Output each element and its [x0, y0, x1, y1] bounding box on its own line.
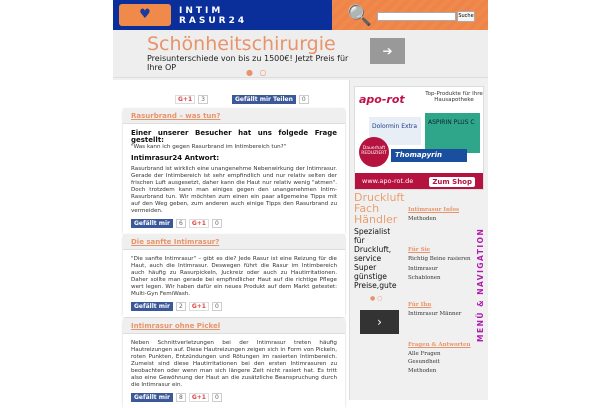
header-brand: [113, 0, 332, 30]
gplus-button[interactable]: G+1: [189, 219, 209, 228]
fb-like-button[interactable]: Gefällt mir: [131, 302, 173, 311]
ad-headline[interactable]: Druckluft Fach Händler: [354, 191, 405, 226]
question-heading: Einer unserer Besucher hat uns folgede Frage gestellt:: [131, 129, 337, 144]
nav-heading[interactable]: Intimrasur Infos: [408, 207, 460, 213]
ad-brand: apo-rot: [359, 93, 405, 106]
top-share: [175, 95, 309, 104]
fb-count: 6: [176, 219, 186, 228]
nav-group: [408, 246, 471, 282]
magnifier-icon: 🔍: [347, 3, 372, 27]
share-bar: [131, 393, 337, 402]
header: [113, 0, 488, 30]
gplus-count: 0: [212, 393, 222, 402]
gplus-button[interactable]: G+1: [175, 95, 195, 104]
nav-heading[interactable]: Für Ihn: [408, 302, 432, 308]
ad-url: www.apo-rot.de: [355, 173, 483, 189]
page: [113, 0, 488, 400]
fb-count: 8: [176, 393, 186, 402]
nav-item[interactable]: Gesundheit: [408, 359, 440, 365]
gplus-button[interactable]: G+1: [189, 302, 209, 311]
gplus-count: 0: [212, 302, 222, 311]
search-input[interactable]: [377, 12, 456, 21]
nav-heading[interactable]: Fragen & Antworten: [408, 342, 471, 348]
article-body: Neben Schnittverletzungen bei der Intimrasur treten häufig Hautreizungen auf. Diese Hautreizungen zeigen sich in Form von Pickeln, roten Punkten, Entzündungen und Rötungen im rasierten Intimbereich. Zumeist sind diese Hautirritationen bei den ersten Intimrasuren zu beobachten oder wenn man sich längere Zeit nicht rasiert hat. Es tritt also eine Gewöhnung der Haut an die zusätzliche Beanspruchung durch die Intimrasur ein.: [131, 340, 337, 388]
nav-item[interactable]: Methoden: [408, 367, 437, 374]
zum-shop-button[interactable]: Zum Shop: [429, 177, 475, 187]
fb-like-button[interactable]: Gefällt mir: [131, 393, 173, 402]
search-area: [332, 0, 488, 30]
article-sanfte-intimrasur: [123, 234, 345, 317]
ad-text: Preisunterschiede von bis zu 1500€! Jetzt Preis für Ihre OP: [147, 54, 349, 72]
reduced-badge: Dauerhaft REDUZIERT: [359, 137, 389, 167]
site-title[interactable]: [179, 6, 247, 26]
ad-dots[interactable]: ● ○: [370, 295, 383, 302]
fb-like-share-button[interactable]: Gefällt mir Teilen: [232, 95, 296, 104]
article-body: "Die sanfte Intimrasur" – gibt es die? Jede Rasur ist eine Reizung für die Haut, auch die Intimrasur. Deswegen führt die Rasur im Intimbereich auch häufig zu Rasurpickeln, Juckreiz oder auch zu Hautirritationen. Daher sollte man gerade bei empfindlicher Haut auf die richtige Pflege wert legen. Wir haben dafür ein neues Produkt auf dem Markt getestet: Multi-Gyn FemiWash.: [131, 256, 337, 297]
fb-count: 0: [299, 95, 309, 104]
title-line2: RASUR24: [179, 16, 248, 26]
product-aspirin: ASPIRIN PLUS C: [425, 113, 480, 153]
ad-next-button[interactable]: ›: [360, 310, 399, 334]
article-rasurbrand: [123, 108, 345, 234]
ad-text: Spezialist für Druckluft, service Super günstige Preise,gute: [354, 227, 397, 290]
nav-heading[interactable]: Für Sie: [408, 247, 431, 253]
article-title[interactable]: Intimrasur ohne Pickel: [123, 318, 345, 334]
nav-group: [408, 341, 471, 375]
ad-dots[interactable]: ● ○: [246, 68, 269, 77]
share-bar: [131, 302, 337, 311]
ad-headline[interactable]: Schönheitschirurgie: [147, 33, 336, 55]
nav-group: [408, 206, 459, 223]
gplus-count: 3: [198, 95, 208, 104]
razor-logo[interactable]: ♥: [119, 4, 171, 26]
nav-item[interactable]: Intimrasur Schablonen: [408, 266, 441, 281]
article-ohne-pickel: [123, 318, 345, 408]
product-dolormin: Dolormin Extra: [369, 117, 421, 145]
nav-item[interactable]: Methoden: [408, 215, 437, 222]
title-line1: INTIM: [179, 6, 224, 16]
article-title[interactable]: Die sanfte Intimrasur?: [123, 234, 345, 250]
nav-item[interactable]: Alle Fragen: [408, 350, 441, 357]
menu-navigation-label[interactable]: MENÜ & NAVIGATION: [476, 227, 485, 342]
main-content: [113, 80, 350, 400]
sidebar: [350, 80, 488, 400]
search-button[interactable]: Suche: [457, 11, 475, 22]
article-body: Rasurbrand ist wirklich eine unangenehme Nebenwirkung der Intimrasur. Gerade der Intimbereich ist sehr empfindlich und nur relativ selten der frischen Luft ausgesetzt, daher kann die Haut nur relativ wenig "atmen". Doch trotzdem kann man einiges gegen den unangenehmen Intim-Rasurbrand tun. Wir möchten zum einen ein paar allgemeine Tipps mit auf den Weg geben, zum anderen auch einige Tipps den Rasurbrand zu vermeiden.: [131, 166, 337, 214]
gplus-count: 0: [212, 219, 222, 228]
answer-heading: Intimrasur24 Antwort:: [131, 154, 220, 162]
fb-like-button[interactable]: Gefällt mir: [131, 219, 173, 228]
gplus-button[interactable]: G+1: [189, 393, 209, 402]
ad-tagline: Top-Produkte für Ihre Hausapotheke: [425, 91, 483, 103]
nav-item[interactable]: Richtig Beine rasieren: [408, 255, 471, 262]
question: "Was kann ich gegen Rasurbrand im Intimbereich tun?": [131, 144, 287, 150]
top-ad[interactable]: [113, 30, 488, 78]
apo-rot-ad[interactable]: [354, 86, 484, 190]
nav-group: [408, 301, 461, 318]
share-bar: [131, 219, 337, 228]
article-title[interactable]: Rasurbrand – was tun?: [123, 108, 345, 124]
nav-item[interactable]: Intimrasur Männer: [408, 310, 462, 317]
ad-arrow-button[interactable]: ➔: [370, 38, 405, 64]
fb-count: 2: [176, 302, 186, 311]
product-thomapyrin: Thomapyrin: [391, 149, 467, 162]
